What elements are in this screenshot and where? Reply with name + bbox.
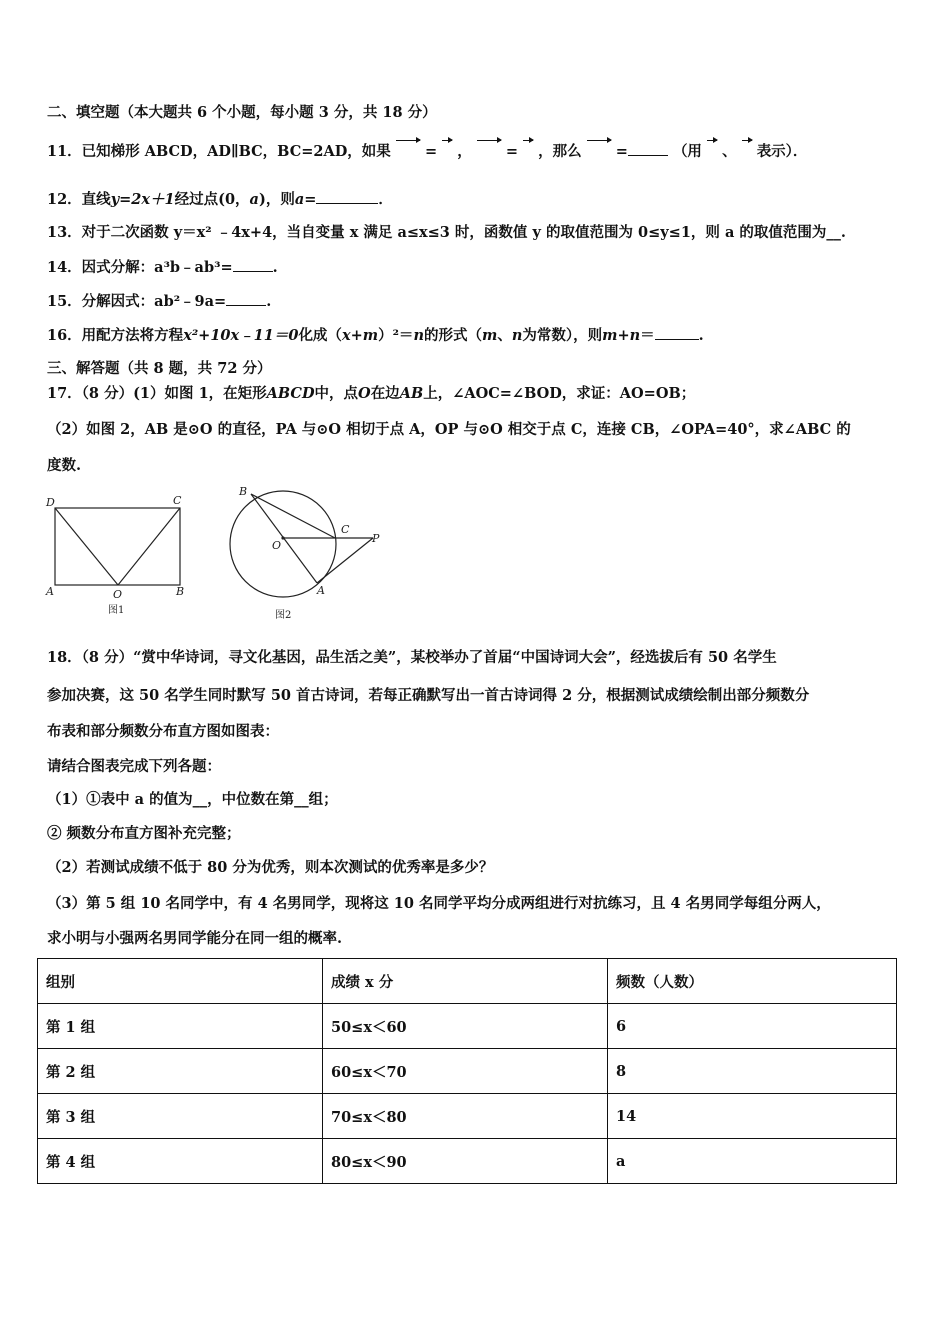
segment-do (55, 508, 118, 585)
segment-pa (317, 538, 373, 583)
figure-2-circle (225, 482, 390, 624)
frequency-table (37, 958, 897, 1184)
question-17-line1 (47, 384, 695, 404)
table-cell: 80≤x＜90 (323, 1139, 608, 1184)
vector-symbol (442, 142, 452, 156)
q14-text-a: 14．因式分解：a³b﹣ab³= (47, 259, 233, 276)
question-11: 11．已知梯形 ABCD，AD∥BC，BC=2AD，如果 = ， = ，那么 = （用 、 表示）． (47, 143, 808, 160)
question-18-line7: （2）若测试成绩不低于 80 分为优秀，则本次测试的优秀率是多少？ (47, 859, 494, 876)
table-cell: 第 4 组 (38, 1139, 323, 1184)
table-row (38, 1094, 897, 1139)
question-15 (47, 291, 271, 312)
vector-symbol (523, 142, 533, 156)
q16-text-b: x²+10x﹣11＝0 (183, 327, 299, 344)
question-18-line4: 请结合图表完成下列各题： (47, 758, 221, 775)
q17-text-e: 在边 (370, 385, 400, 402)
table-row (38, 1004, 897, 1049)
question-16 (47, 325, 704, 346)
q17-text-f: AB (399, 385, 424, 402)
table-cell: 50≤x＜60 (323, 1004, 608, 1049)
table-row (38, 1139, 897, 1184)
segment-co (118, 508, 180, 585)
table-header: 组别 (38, 959, 323, 1004)
q12-text-d: )，则 (258, 191, 295, 208)
q11-text-a: 11．已知梯形 ABCD，AD∥BC，BC=2AD，如果 (47, 143, 391, 160)
segment-bc (251, 494, 335, 538)
table-row (38, 1049, 897, 1094)
q12-text-b: 经过点(0， (174, 191, 250, 208)
q16-text-i: 、 (497, 327, 512, 344)
q11-text-f: 表示）． (756, 143, 808, 160)
table-cell: 70≤x＜80 (323, 1094, 608, 1139)
q16-text-l: m+n (602, 327, 641, 344)
q17-text-b: ABCD (266, 385, 315, 402)
table-cell: 60≤x＜70 (323, 1049, 608, 1094)
table-cell: a (608, 1139, 897, 1184)
fig1-label-b: B (176, 585, 185, 598)
table-cell: 14 (608, 1094, 897, 1139)
section2-title: 二、填空题（本大题共 6 个小题，每小题 3 分，共 18 分） (47, 104, 437, 121)
q12-text-f: ． (378, 191, 393, 208)
vector-symbol (477, 142, 501, 156)
question-18-line5: （1）①表中 a 的值为__，中位数在第__组； (47, 791, 338, 808)
q17-text-d: O (358, 385, 371, 402)
question-14 (47, 257, 278, 278)
question-18-line1: 18．（8 分）“赏中华诗词，寻文化基因，品生活之美”，某校举办了首届“中国诗词大会”，经选拔后有 50 名学生 (47, 649, 777, 666)
question-18-line8: （3）第 5 组 10 名同学中，有 4 名男同学，现将这 10 名同学平均分成两组进行对抗练习，且 4 名男同学每组分两人， (47, 895, 831, 912)
q16-text-e: ）²＝ (378, 327, 414, 344)
q16-text-a: 16．用配方法将方程 (47, 327, 184, 344)
q17-text-g: 上，∠AOC=∠BOD，求证：AO=OB； (423, 385, 696, 402)
q15-text-a: 15．分解因式：ab²﹣9a= (47, 293, 227, 310)
question-18-line3: 布表和部分频数分布直方图如图表： (47, 723, 279, 740)
q17-text-c: 中，点 (314, 385, 359, 402)
question-18-line9: 求小明与小强两名男同学能分在同一组的概率. (47, 930, 343, 947)
fig1-label-o: O (113, 588, 123, 601)
table-header-row (38, 959, 897, 1004)
fig2-caption: 图2 (275, 610, 292, 621)
table-cell: 第 2 组 (38, 1049, 323, 1094)
answer-blank (655, 325, 699, 340)
fig2-label-p: P (372, 532, 380, 545)
vector-symbol (396, 142, 420, 156)
q16-text-d: x+m (341, 327, 379, 344)
answer-blank (628, 141, 668, 156)
question-13: 13．对于二次函数 y＝x² ﹣4x+4，当自变量 x 满足 a≤x≤3 时，函数值 y 的取值范围为 0≤y≤1，则 a 的取值范围为__. (47, 224, 846, 241)
fig2-label-c: C (341, 523, 350, 536)
q16-text-h: m (481, 327, 498, 344)
q12-text-e: a= (294, 191, 317, 208)
question-17-line2: （2）如图 2，AB 是⊙O 的直径，PA 与⊙O 相切于点 A，OP 与⊙O 相交于点 C，连接 CB，∠OPA=40°，求∠ABC 的 (47, 421, 851, 438)
question-18-line2: 参加决赛，这 50 名学生同时默写 50 首古诗词，若每正确默写出一首古诗词得 2 分，根据测试成绩绘制出部分频数分 (47, 687, 810, 704)
q11-text-b: ， (457, 143, 472, 160)
question-12 (47, 189, 393, 210)
q12-text-a: 12．直线 (47, 191, 111, 208)
q16-text-k: 为常数），则 (522, 327, 603, 344)
answer-blank (233, 257, 273, 272)
table-header: 频数（人数） (608, 959, 897, 1004)
q11-text-c: ，那么 (538, 143, 582, 160)
q16-text-c: 化成（ (298, 327, 342, 344)
fig2-label-a: A (317, 584, 325, 597)
q15-text-b: . (266, 293, 272, 310)
q16-text-f: n (413, 327, 424, 344)
fig2-label-o: O (272, 539, 282, 552)
vector-symbol (587, 142, 611, 156)
rectangle-abcd (55, 508, 180, 585)
q12-expr: y=2x＋1 (110, 191, 175, 208)
center-point (281, 536, 284, 539)
table-cell: 8 (608, 1049, 897, 1094)
fig1-label-d: D (46, 496, 55, 509)
q12-text-c: a (249, 191, 259, 208)
question-18-line6: ② 频数分布直方图补充完整； (47, 825, 241, 842)
table-cell: 第 1 组 (38, 1004, 323, 1049)
section3-title: 三、解答题（共 8 题，共 72 分） (47, 360, 272, 377)
fig1-label-c: C (173, 494, 182, 507)
table-header: 成绩 x 分 (323, 959, 608, 1004)
q16-text-g: 的形式（ (423, 327, 482, 344)
question-17-line3: 度数. (47, 457, 82, 474)
table-cell: 第 3 组 (38, 1094, 323, 1139)
q16-text-n: . (698, 327, 704, 344)
q17-text-a: 17．（8 分）(1）如图 1，在矩形 (47, 385, 267, 402)
vector-symbol (742, 142, 752, 156)
q11-text-d: （用 (672, 143, 702, 160)
fig1-label-a: A (46, 585, 54, 598)
fig1-caption: 图1 (108, 605, 125, 616)
vector-symbol (707, 142, 717, 156)
table-cell: 6 (608, 1004, 897, 1049)
q16-text-j: n (511, 327, 523, 344)
q16-text-m: ＝ (640, 327, 655, 344)
answer-blank (316, 189, 378, 204)
fig2-label-b: B (239, 485, 248, 498)
figure-1-rectangle (40, 488, 200, 618)
answer-blank (226, 291, 266, 306)
q14-text-b: . (272, 259, 278, 276)
q11-text-e: 、 (722, 143, 737, 160)
